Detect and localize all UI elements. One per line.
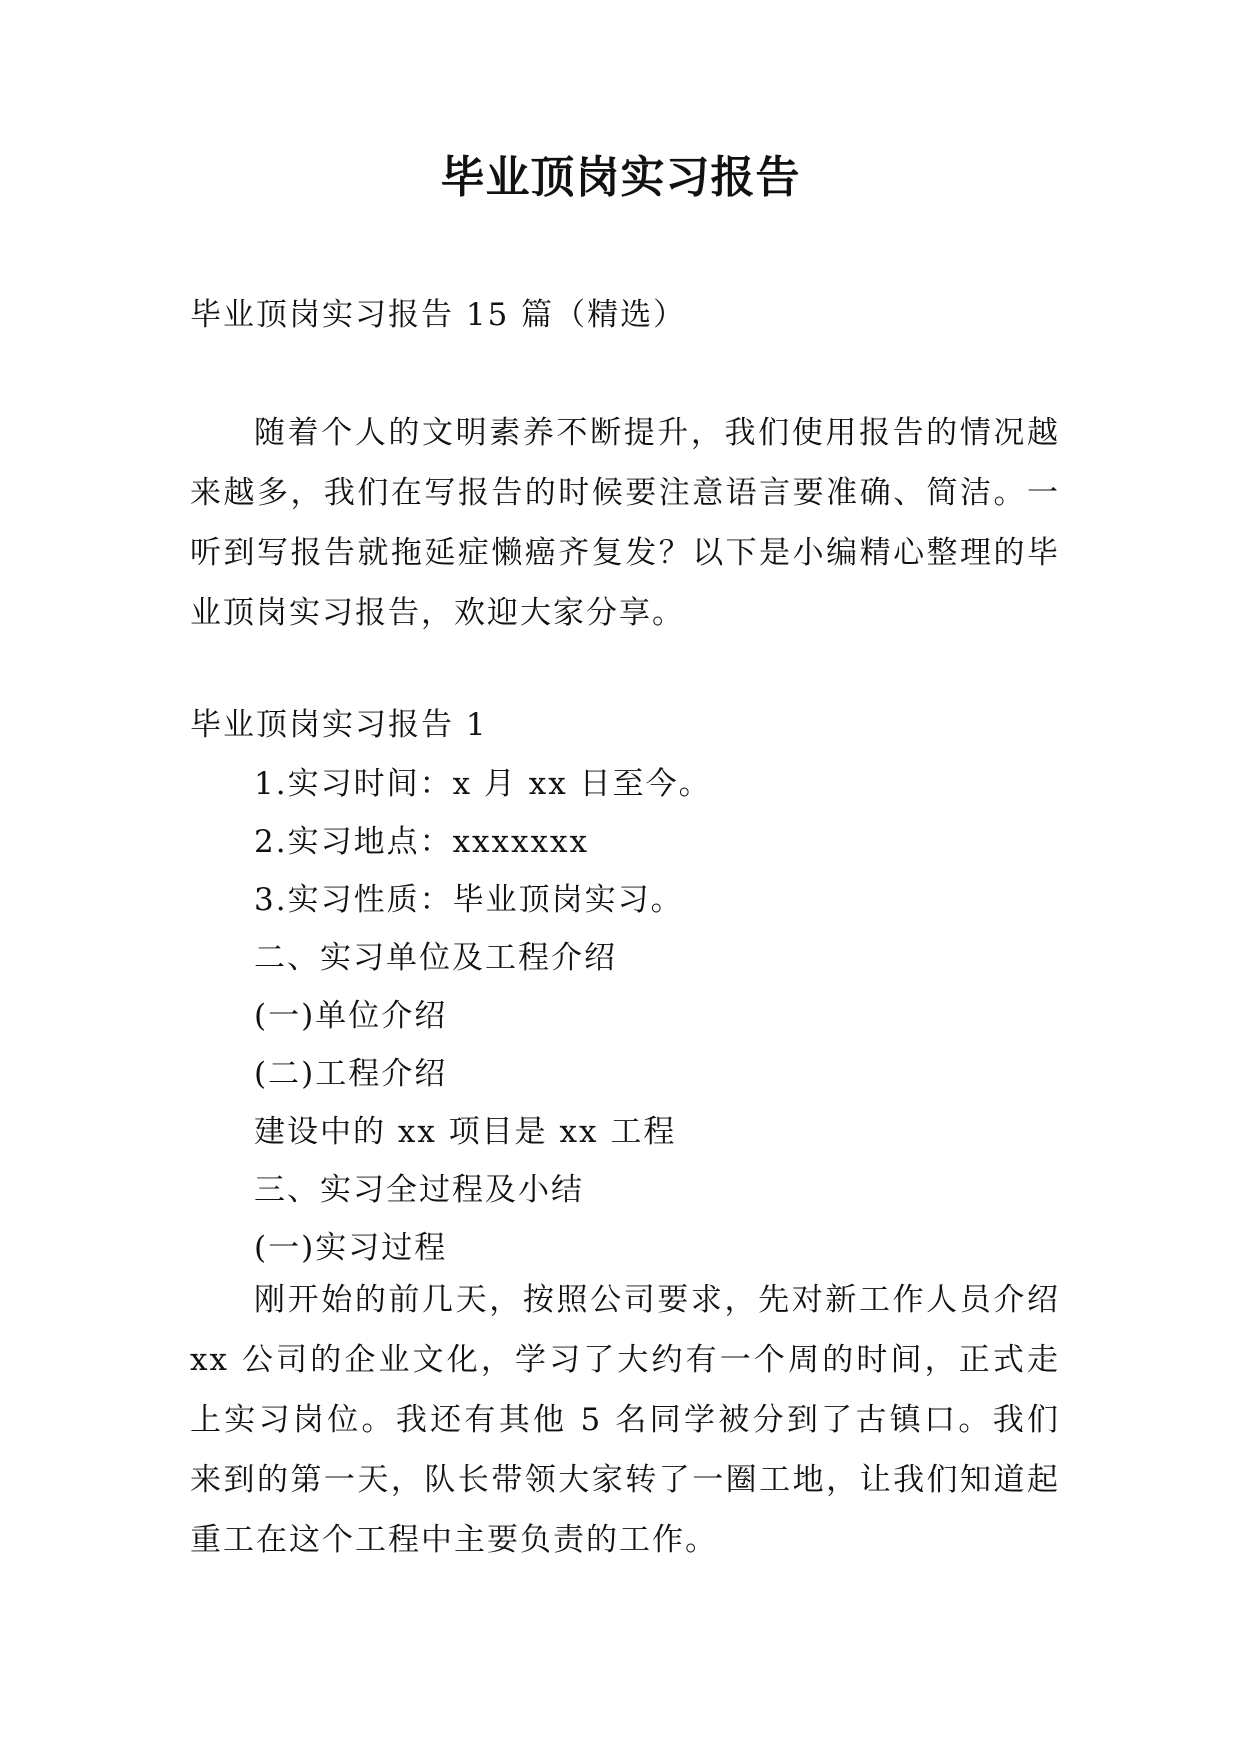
project-description: 建设中的 xx 项目是 xx 工程	[254, 1114, 677, 1150]
document-title: 毕业顶岗实习报告	[440, 152, 801, 203]
intro-paragraph: 随着个人的文明素养不断提升，我们使用报告的情况越来越多，我们在写报告的时候要注意语言要准确、简洁。一听到写报告就拖延症懒癌齐复发？以下是小编精心整理的毕业顶岗实习报告，欢迎大家分享。	[190, 415, 1060, 631]
subheading-project-intro: (二)工程介绍	[254, 1056, 448, 1092]
subheading-unit-intro: (一)单位介绍	[254, 998, 448, 1034]
item-internship-nature: 3.实习性质：毕业顶岗实习。	[254, 882, 684, 918]
heading-unit-and-project: 二、实习单位及工程介绍	[254, 940, 617, 976]
process-paragraph: 刚开始的前几天，按照公司要求，先对新工作人员介绍 xx 公司的企业文化，学习了大约有一个周的时间，正式走上实习岗位。我还有其他 5 名同学被分到了古镇口。我们来到的第一天，队长带领大家转了一圈工地，让我们知道起重工在这个工程中主要负责的工作。	[190, 1282, 1060, 1558]
item-internship-time: 1.实习时间：x 月 xx 日至今。	[254, 766, 712, 802]
item-internship-location: 2.实习地点：xxxxxxx	[254, 824, 589, 860]
subheading-process: (一)实习过程	[254, 1230, 448, 1266]
report-item-list	[190, 755, 1060, 1277]
heading-process-summary: 三、实习全过程及小结	[254, 1172, 584, 1208]
document-subtitle: 毕业顶岗实习报告 15 篇（精选）	[190, 297, 687, 333]
section-heading: 毕业顶岗实习报告 1	[190, 707, 488, 743]
